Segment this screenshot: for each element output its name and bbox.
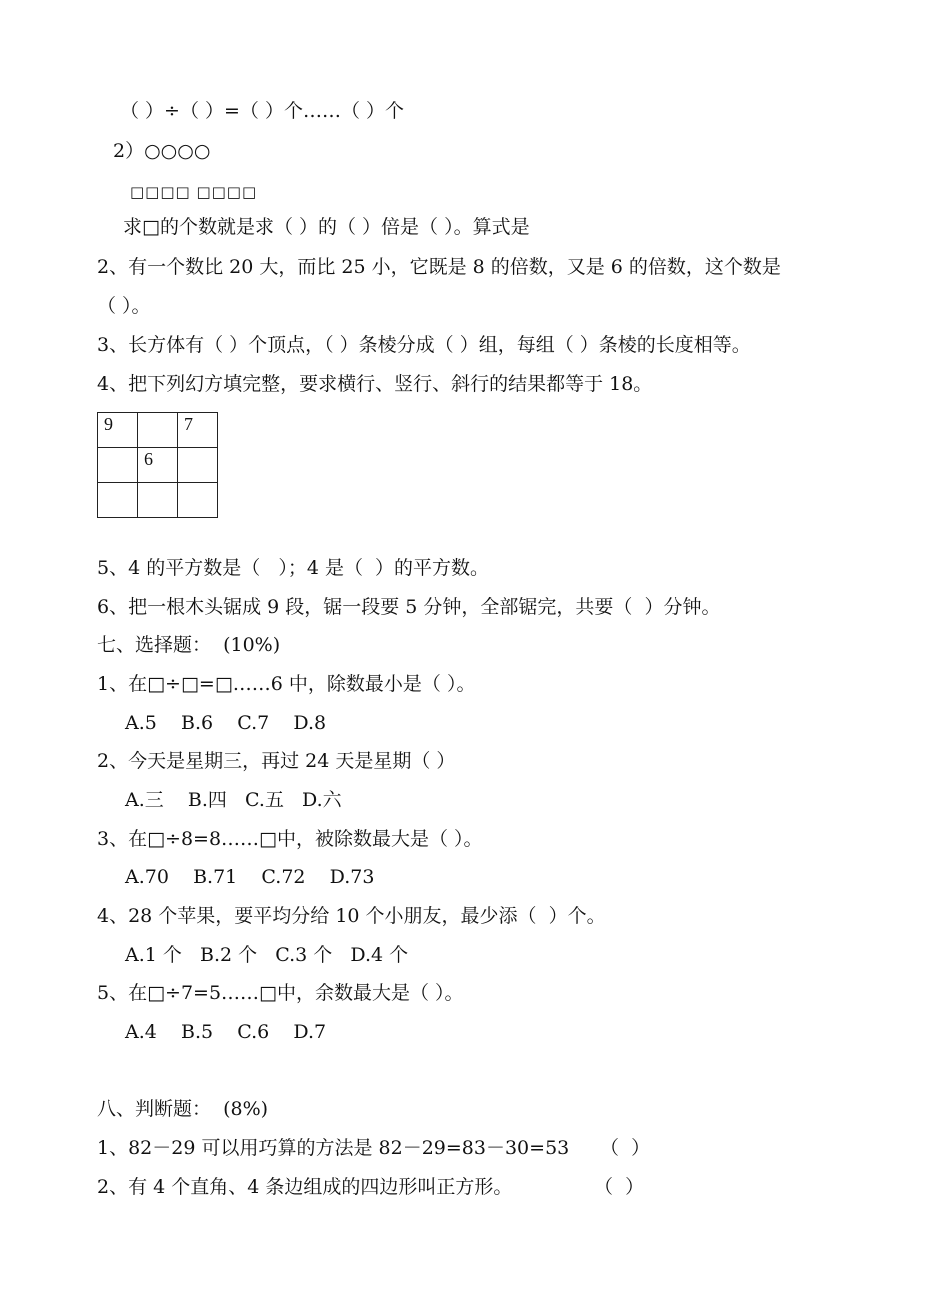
judge-answer-blank-1: （ ） [600,1137,651,1159]
question-text: 求□的个数就是求（ ）的（ ）倍是（ ）。算式是 [123,216,530,238]
grid-row [98,448,218,483]
section-8-heading: 八、判断题： (8%) [97,1098,269,1120]
grid-cell [138,413,178,448]
section-7-heading: 七、选择题： (10%) [97,634,281,656]
choice-options-5: A.4 B.5 C.6 D.7 [125,1021,327,1043]
item-2-circles: 2）○○○○ [113,140,211,162]
grid-cell: 7 [178,413,218,448]
division-remainder-template: （ ）÷（ ）=（ ）个……（ ）个 [120,100,404,122]
grid-row [98,483,218,518]
choice-question-3: 3、在□÷8=8……□中，被除数最大是（ ）。 [97,828,483,850]
choice-question-4: 4、28 个苹果，要平均分给 10 个小朋友，最少添（ ）个。 [97,905,606,927]
question-2-blank: （ ）。 [97,295,151,317]
squares-row: □□□□ □□□□ [130,183,258,201]
choice-options-2: A.三 B.四 C.五 D.六 [125,789,342,811]
choice-question-5: 5、在□÷7=5……□中，余数最大是（ ）。 [97,982,464,1004]
grid-cell [178,448,218,483]
grid-cell [178,483,218,518]
grid-cell [98,448,138,483]
grid-cell [138,483,178,518]
question-2: 2、有一个数比 20 大，而比 25 小，它既是 8 的倍数，又是 6 的倍数，这个数是 [97,256,781,278]
grid-cell: 9 [98,413,138,448]
question-5: 5、4 的平方数是（ ）；4 是（ ）的平方数。 [97,557,490,579]
choice-options-4: A.1 个 B.2 个 C.3 个 D.4 个 [125,944,409,966]
judge-answer-blank-2: （ ） [594,1176,645,1198]
question-4: 4、把下列幻方填完整，要求横行、竖行、斜行的结果都等于 18。 [97,373,653,395]
choice-options-1: A.5 B.6 C.7 D.8 [125,712,327,734]
choice-question-1: 1、在□÷□=□……6 中，除数最小是（ ）。 [97,673,476,695]
question-3: 3、长方体有（ ）个顶点，（ ）条棱分成（ ）组，每组（ ）条棱的长度相等。 [97,334,751,356]
choice-options-3: A.70 B.71 C.72 D.73 [125,866,375,888]
choice-question-2: 2、今天是星期三，再过 24 天是星期（ ） [97,750,456,772]
magic-square-grid [97,412,218,518]
grid-cell: 6 [138,448,178,483]
judge-question-1: 1、82－29 可以用巧算的方法是 82－29=83－30=53 [97,1137,570,1159]
question-6: 6、把一根木头锯成 9 段，锯一段要 5 分钟，全部锯完，共要（ ）分钟。 [97,596,721,618]
judge-question-2: 2、有 4 个直角、4 条边组成的四边形叫正方形。 [97,1176,513,1198]
grid-row [98,413,218,448]
grid-cell [98,483,138,518]
